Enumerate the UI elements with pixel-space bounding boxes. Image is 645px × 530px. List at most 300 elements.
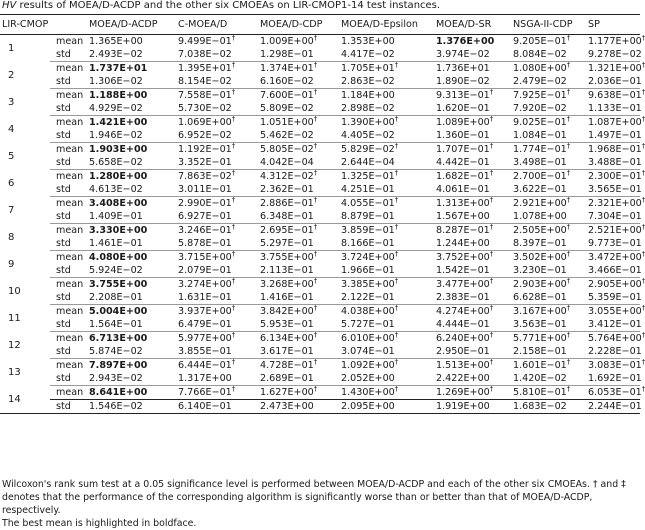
table-row-std [0, 237, 640, 251]
significance-mark: † [566, 169, 571, 177]
significance-mark: † [231, 169, 236, 177]
mean-cell [87, 224, 176, 238]
std-value: 5.658E−02 [87, 156, 176, 170]
mean-value: 5.805E−02 [260, 144, 314, 155]
best-mean-value: 1.376E+00 [436, 36, 495, 47]
metric-label-std: std [50, 291, 87, 305]
mean-value: 2.921E+00 [513, 198, 567, 209]
mean-cell [87, 386, 176, 400]
mean-value: 6.240E+00 [436, 333, 490, 344]
mean-value: 1.627E+00 [260, 387, 314, 398]
significance-mark: † [641, 142, 645, 150]
mean-cell [87, 143, 176, 157]
best-mean-value: 4.080E+00 [89, 252, 148, 263]
metric-label-mean: mean [56, 360, 84, 371]
significance-mark: † [231, 304, 236, 312]
std-value: 3.230E−01 [511, 264, 586, 278]
significance-mark: † [566, 34, 571, 42]
mean-cell [511, 197, 586, 211]
std-value: 1.564E−01 [87, 318, 176, 332]
best-mean-value: 3.755E+00 [89, 279, 148, 290]
mean-cell [87, 116, 176, 130]
std-value: 8.084E−02 [511, 48, 586, 62]
std-value: 4.444E−01 [434, 318, 511, 332]
std-value: 3.011E−01 [176, 183, 258, 197]
mean-cell [258, 62, 339, 76]
significance-mark: † [231, 88, 236, 96]
mean-cell [586, 223, 645, 238]
metric-label-std: std [50, 210, 87, 224]
std-value: 1.084E−01 [511, 129, 586, 143]
std-value: 1.692E−01 [588, 373, 642, 384]
mean-value: 1.177E+00 [588, 36, 642, 47]
significance-mark: † [489, 223, 494, 231]
std-value: 1.546E−02 [87, 400, 176, 414]
std-value: 1.360E−01 [434, 129, 511, 143]
mean-value: 6.444E−01 [178, 360, 232, 371]
significance-mark: † [566, 358, 571, 366]
mean-value: 9.499E−01 [178, 36, 232, 47]
mean-cell [339, 386, 434, 400]
significance-mark: † [641, 115, 645, 123]
mean-value: 3.755E+00 [260, 252, 314, 263]
std-value: 7.920E−02 [511, 102, 586, 116]
significance-mark: † [641, 277, 645, 285]
table-row-std [0, 372, 640, 386]
std-value: 6.952E−02 [176, 129, 258, 143]
significance-mark: † [394, 358, 399, 366]
significance-mark: † [231, 196, 236, 204]
significance-mark: † [231, 223, 236, 231]
mean-value: 5.771E+00 [513, 333, 567, 344]
std-value: 1.461E−01 [87, 237, 176, 251]
std-value: 5.730E−02 [176, 102, 258, 116]
mean-value: 1.513E+00 [436, 360, 490, 371]
std-value: 5.878E−01 [176, 237, 258, 251]
mean-cell [339, 89, 434, 103]
significance-mark: † [394, 169, 399, 177]
col-header-problem: LIR-CMOP [0, 15, 50, 35]
mean-value: 1.736E+01 [436, 63, 490, 74]
std-value: 7.304E−01 [588, 211, 642, 222]
metric-label-mean: mean [56, 252, 84, 263]
significance-mark: † [394, 385, 399, 393]
significance-mark: † [394, 142, 399, 150]
problem-id: 3 [8, 96, 15, 108]
mean-value: 1.269E+00 [436, 387, 490, 398]
std-value: 8.154E−02 [176, 75, 258, 89]
metric-label-mean: mean [56, 171, 84, 182]
significance-mark: † [566, 88, 571, 96]
significance-mark: † [489, 331, 494, 339]
mean-cell [87, 278, 176, 292]
mean-value: 7.558E−01 [178, 90, 232, 101]
mean-cell [434, 62, 511, 76]
problem-id: 14 [0, 386, 50, 414]
std-value: 6.140E−01 [176, 400, 258, 414]
mean-cell [176, 143, 258, 157]
mean-value: 3.724E+00 [341, 252, 395, 263]
table-row-mean [0, 143, 640, 157]
mean-value: 1.395E+01 [178, 63, 232, 74]
std-value: 1.631E−01 [176, 291, 258, 305]
mean-value: 1.365E+00 [89, 36, 143, 47]
std-value: 4.417E−02 [339, 48, 434, 62]
mean-cell [258, 116, 339, 130]
significance-mark: † [566, 385, 571, 393]
metric-label-mean: mean [56, 63, 84, 74]
best-mean-value: 3.408E+00 [89, 198, 148, 209]
table-row-mean [0, 197, 640, 211]
mean-value: 2.886E−01 [260, 198, 314, 209]
significance-mark: † [641, 88, 645, 96]
table-row-mean [0, 116, 640, 130]
best-mean-value: 1.737E+01 [89, 63, 148, 74]
mean-value: 2.521E+00 [588, 225, 642, 236]
mean-cell [434, 332, 511, 346]
significance-mark: † [641, 169, 645, 177]
mean-cell [586, 61, 645, 76]
significance-mark: † [313, 61, 318, 69]
mean-value: 2.903E+00 [513, 279, 567, 290]
significance-mark: † [394, 196, 399, 204]
metric-label-std: std [50, 372, 87, 386]
table-footnote [2, 478, 638, 530]
std-value: 1.420E−02 [511, 372, 586, 386]
std-value: 3.412E−01 [588, 319, 642, 330]
std-value: 4.442E−01 [434, 156, 511, 170]
metric-label-mean: mean [56, 90, 84, 101]
mean-cell [511, 170, 586, 184]
mean-value: 1.184E+00 [341, 90, 395, 101]
std-value: 3.855E−01 [176, 345, 258, 359]
mean-cell [258, 170, 339, 184]
significance-mark: † [231, 142, 236, 150]
mean-value: 1.009E+00 [260, 36, 314, 47]
metric-label-mean: mean [56, 144, 84, 155]
std-value: 1.416E−01 [258, 291, 339, 305]
significance-mark: † [566, 115, 571, 123]
mean-cell [434, 305, 511, 319]
mean-cell [87, 251, 176, 265]
mean-cell [586, 88, 645, 103]
mean-cell [176, 386, 258, 400]
significance-mark: † [231, 277, 236, 285]
mean-cell [511, 305, 586, 319]
significance-mark: † [641, 304, 645, 312]
significance-mark: † [313, 169, 318, 177]
std-value: 2.383E−01 [434, 291, 511, 305]
significance-mark: † [489, 250, 494, 258]
metric-label-mean: mean [56, 306, 84, 317]
mean-cell [339, 62, 434, 76]
mean-value: 3.055E+00 [588, 306, 642, 317]
std-value: 9.278E−02 [588, 49, 642, 60]
problem-id: 9 [8, 258, 15, 270]
mean-cell [176, 170, 258, 184]
std-value: 3.617E−01 [258, 345, 339, 359]
problem-id: 6 [8, 177, 15, 189]
mean-value: 3.502E+00 [513, 252, 567, 263]
mean-value: 2.700E−01 [513, 171, 567, 182]
col-header-metric [50, 15, 87, 35]
significance-mark: † [231, 385, 236, 393]
footnote-line-2: denotes that the performance of the corresponding algorithm is significantly worse than or better than that of MOEA/D-ACDP, respectively. [2, 492, 593, 516]
std-value: 2.158E−01 [511, 345, 586, 359]
mean-value: 9.638E−01 [588, 90, 642, 101]
table-row-mean [0, 305, 640, 319]
significance-mark: † [489, 115, 494, 123]
problem-id: 12 [8, 339, 21, 351]
significance-mark: † [313, 304, 318, 312]
mean-value: 3.937E+00 [178, 306, 232, 317]
std-value: 5.924E−02 [87, 264, 176, 278]
significance-mark: † [313, 142, 318, 150]
std-value: 2.689E−01 [258, 372, 339, 386]
metric-label-std: std [50, 183, 87, 197]
mean-cell [586, 358, 645, 373]
std-value: 8.397E−01 [511, 237, 586, 251]
mean-value: 2.990E−01 [178, 198, 232, 209]
mean-cell [176, 251, 258, 265]
mean-value: 2.695E−01 [260, 225, 314, 236]
std-value: 1.078E+00 [511, 210, 586, 224]
problem-id: 11 [8, 312, 21, 324]
std-value: 1.133E−01 [588, 103, 642, 114]
metric-label-std: std [50, 318, 87, 332]
mean-cell [511, 251, 586, 265]
significance-mark: † [566, 304, 571, 312]
std-value: 6.160E−02 [258, 75, 339, 89]
table-row-std [0, 102, 640, 116]
mean-cell [434, 278, 511, 292]
std-value: 1.966E−01 [339, 264, 434, 278]
std-value: 8.879E−01 [339, 210, 434, 224]
table-row-std [0, 75, 640, 89]
mean-cell [339, 332, 434, 346]
table-row-mean [0, 170, 640, 184]
std-value: 7.038E−02 [176, 48, 258, 62]
mean-value: 3.274E+00 [178, 279, 232, 290]
mean-cell [258, 332, 339, 346]
significance-mark: † [566, 61, 571, 69]
significance-mark: † [641, 331, 645, 339]
mean-value: 3.752E+00 [436, 252, 490, 263]
significance-mark: † [231, 331, 236, 339]
table-row-std [0, 183, 640, 197]
metric-label-mean: mean [56, 36, 84, 47]
std-value: 2.052E+00 [339, 372, 434, 386]
mean-cell [586, 196, 645, 211]
metric-label-mean: mean [56, 279, 84, 290]
mean-value: 7.600E−01 [260, 90, 314, 101]
std-value: 6.479E−01 [176, 318, 258, 332]
best-mean-value: 7.897E+00 [89, 360, 148, 371]
mean-value: 1.089E+00 [436, 117, 490, 128]
std-value: 2.036E−01 [588, 76, 642, 87]
mean-value: 8.287E−01 [436, 225, 490, 236]
significance-mark: † [566, 250, 571, 258]
mean-value: 1.313E+00 [436, 198, 490, 209]
std-value: 1.244E+00 [434, 237, 511, 251]
mean-value: 3.083E−01 [588, 360, 642, 371]
significance-mark: † [231, 250, 236, 258]
mean-value: 3.715E+00 [178, 252, 232, 263]
mean-cell [434, 143, 511, 157]
table-row-std [0, 210, 640, 224]
mean-value: 7.863E−02 [178, 171, 232, 182]
table-row-std [0, 264, 640, 278]
significance-mark: † [566, 196, 571, 204]
significance-mark: † [313, 358, 318, 366]
significance-mark: † [313, 385, 318, 393]
mean-value: 2.300E−01 [588, 171, 642, 182]
mean-cell [434, 197, 511, 211]
mean-cell [434, 170, 511, 184]
mean-value: 2.905E+00 [588, 279, 642, 290]
mean-value: 1.390E+00 [341, 117, 395, 128]
significance-mark: † [231, 115, 236, 123]
mean-value: 9.025E−01 [513, 117, 567, 128]
std-value: 4.061E−01 [434, 183, 511, 197]
table-row-std [0, 318, 640, 332]
mean-cell [258, 386, 339, 400]
significance-mark: † [566, 223, 571, 231]
mean-cell [176, 197, 258, 211]
metric-label-std: std [50, 264, 87, 278]
significance-mark: † [566, 142, 571, 150]
mean-value: 6.010E+00 [341, 333, 395, 344]
significance-mark: † [231, 34, 236, 42]
std-value: 3.563E−01 [511, 318, 586, 332]
mean-value: 3.385E+00 [341, 279, 395, 290]
std-value: 2.113E−01 [258, 264, 339, 278]
best-mean-value: 1.188E+00 [89, 90, 148, 101]
table-row-mean [0, 89, 640, 103]
mean-value: 1.087E+00 [588, 117, 642, 128]
significance-mark: † [489, 358, 494, 366]
mean-cell [339, 251, 434, 265]
mean-cell [87, 89, 176, 103]
mean-value: 5.810E−01 [513, 387, 567, 398]
mean-value: 7.766E−01 [178, 387, 232, 398]
std-value: 5.727E−01 [339, 318, 434, 332]
table-body [0, 34, 645, 414]
mean-value: 1.353E+00 [341, 36, 395, 47]
significance-mark: † [566, 331, 571, 339]
mean-value: 3.268E+00 [260, 279, 314, 290]
mean-value: 9.205E−01 [513, 36, 567, 47]
std-value: 4.251E−01 [339, 183, 434, 197]
significance-mark: † [313, 223, 318, 231]
mean-cell [586, 304, 645, 319]
significance-mark: † [641, 61, 645, 69]
std-value: 2.228E−01 [588, 346, 642, 357]
mean-cell [176, 116, 258, 130]
mean-cell [258, 197, 339, 211]
std-value: 2.422E+00 [434, 372, 511, 386]
caption-text: results of MOEA/D-ACDP and the other six CMOEAs on LIR-CMOP1-14 test instances. [16, 0, 441, 11]
mean-value: 3.167E+00 [513, 306, 567, 317]
best-mean-value: 6.713E+00 [89, 333, 148, 344]
significance-mark: † [489, 385, 494, 393]
mean-cell [586, 250, 645, 265]
std-value: 1.298E−01 [258, 48, 339, 62]
std-value: 5.462E−02 [258, 129, 339, 143]
metric-label-mean: mean [50, 386, 87, 400]
std-value: 5.874E−02 [87, 345, 176, 359]
significance-mark: † [489, 169, 494, 177]
mean-cell [258, 359, 339, 373]
std-value: 2.473E+00 [258, 400, 339, 414]
std-value: 3.466E−01 [588, 265, 642, 276]
metric-label-mean: mean [56, 333, 84, 344]
mean-cell [586, 277, 645, 292]
col-header-moead-sr: MOEA/D-SR [434, 15, 511, 35]
mean-value: 6.053E−01 [588, 387, 642, 398]
mean-value: 3.246E−01 [178, 225, 232, 236]
std-value: 4.613E−02 [87, 183, 176, 197]
significance-mark: † [313, 115, 318, 123]
significance-mark: † [489, 304, 494, 312]
mean-cell [511, 35, 586, 49]
significance-mark: † [489, 196, 494, 204]
mean-cell [258, 305, 339, 319]
table-row-std [0, 400, 640, 414]
std-value: 5.953E−01 [258, 318, 339, 332]
problem-id: 2 [8, 69, 15, 81]
significance-mark: † [489, 277, 494, 285]
mean-cell [511, 278, 586, 292]
mean-value: 7.925E−01 [513, 90, 567, 101]
mean-value: 5.977E+00 [178, 333, 232, 344]
col-header-nsga-ii-cdp: NSGA-II-CDP [511, 15, 586, 35]
significance-mark: † [489, 142, 494, 150]
problem-id: 7 [8, 204, 15, 216]
results-table [0, 14, 645, 414]
std-value: 5.297E−01 [258, 237, 339, 251]
mean-cell [339, 305, 434, 319]
mean-value: 4.038E+00 [341, 306, 395, 317]
table-row-mean [0, 359, 640, 373]
std-value: 1.317E+00 [176, 372, 258, 386]
significance-mark: † [641, 385, 645, 393]
mean-cell [258, 224, 339, 238]
significance-mark: † [313, 250, 318, 258]
std-value: 3.074E−01 [339, 345, 434, 359]
significance-mark: † [641, 358, 645, 366]
std-value: 2.950E−01 [434, 345, 511, 359]
mean-value: 2.321E+00 [588, 198, 642, 209]
std-value: 3.974E−02 [434, 48, 511, 62]
mean-value: 4.274E+00 [436, 306, 490, 317]
std-value: 2.079E−01 [176, 264, 258, 278]
col-header-moead-epsilon: MOEA/D-Epsilon [339, 15, 434, 35]
significance-mark: † [641, 250, 645, 258]
metric-label-std: std [50, 102, 87, 116]
mean-value: 1.968E−01 [588, 144, 642, 155]
table-row-std [0, 291, 640, 305]
mean-cell [258, 251, 339, 265]
mean-value: 1.374E+01 [260, 63, 314, 74]
problem-id: 4 [8, 123, 15, 135]
std-value: 2.943E−02 [87, 372, 176, 386]
mean-value: 1.682E−01 [436, 171, 490, 182]
mean-value: 3.477E+00 [436, 279, 490, 290]
std-value: 3.498E−01 [511, 156, 586, 170]
mean-cell [258, 35, 339, 49]
mean-value: 3.842E+00 [260, 306, 314, 317]
